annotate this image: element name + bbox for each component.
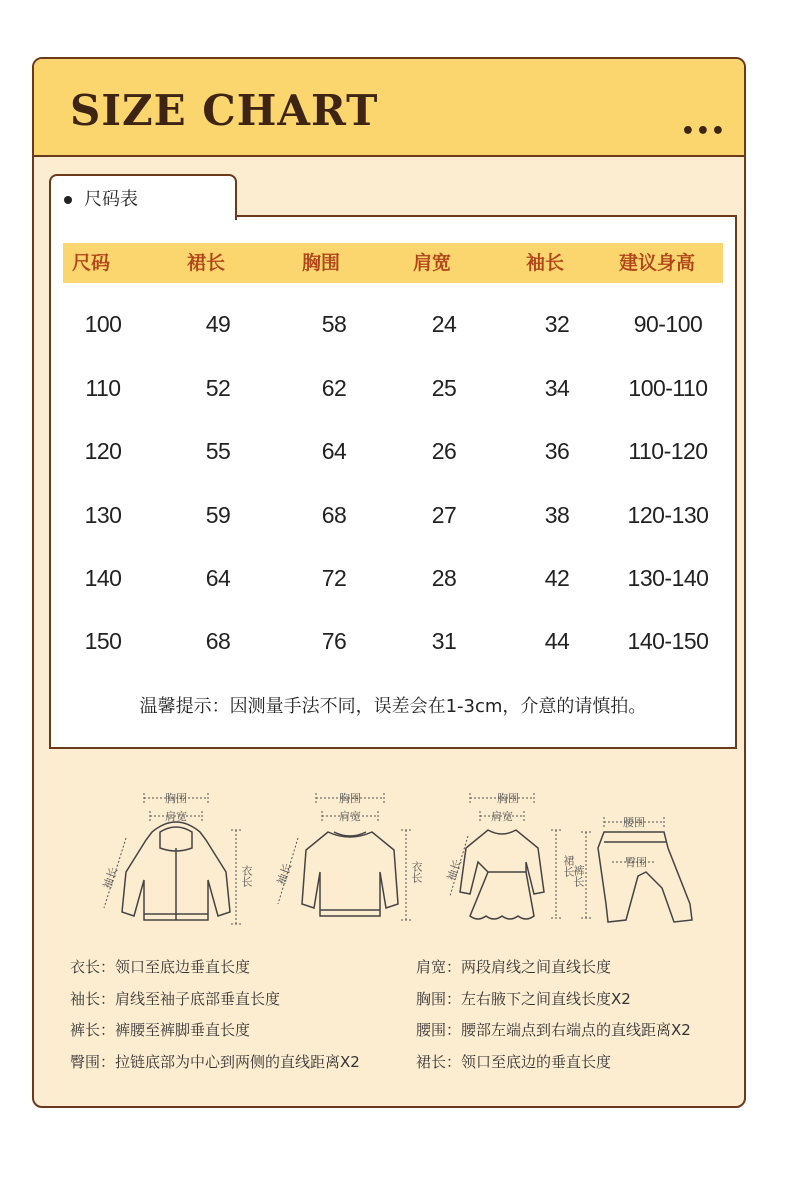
table-cell: 100 — [84, 311, 122, 337]
column-header: 建议身高 — [618, 252, 696, 274]
pants-diagram — [572, 792, 712, 932]
size-chart-card — [32, 57, 746, 1108]
shoulder-label: 肩宽 — [165, 811, 187, 823]
table-cell: 38 — [544, 502, 570, 528]
table-row — [51, 304, 735, 344]
table-header — [63, 243, 723, 283]
table-cell: 36 — [544, 438, 570, 464]
sleeve-label: 袖长 — [445, 857, 465, 883]
table-row — [51, 495, 735, 535]
table-cell: 150 — [84, 628, 122, 654]
table-row — [51, 431, 735, 471]
chest-label: 胸围 — [497, 793, 519, 805]
tab-joint — [51, 213, 235, 219]
hip-label: 臀围 — [625, 857, 647, 869]
length-label: 衣长 — [410, 861, 422, 883]
column-header: 袖长 — [525, 252, 565, 274]
table-cell: 130-140 — [627, 565, 709, 591]
more-dots-icon: ••• — [680, 119, 726, 144]
definition-item: 裙长：领口至底边的垂直长度 — [416, 1053, 612, 1071]
definition-item: 胸围：左右腋下之间直线长度X2 — [416, 990, 631, 1008]
chest-label: 胸围 — [339, 793, 361, 805]
column-header: 裙长 — [186, 252, 226, 274]
table-cell: 68 — [321, 502, 347, 528]
measurement-note: 温馨提示：因测量手法不同，误差会在1-3cm，介意的请慎拍。 — [139, 696, 647, 717]
table-cell: 130 — [84, 502, 122, 528]
table-cell: 59 — [205, 502, 231, 528]
shoulder-label: 肩宽 — [339, 811, 361, 823]
sleeve-label: 袖长 — [101, 865, 121, 891]
sleeve-label: 袖长 — [275, 861, 295, 887]
table-cell: 58 — [321, 311, 347, 337]
sweater-diagram — [270, 792, 430, 932]
header-banner — [34, 59, 744, 157]
bullet-icon — [64, 196, 72, 204]
table-cell: 140 — [84, 565, 122, 591]
definition-item: 袖长：肩线至袖子底部垂直长度 — [70, 990, 281, 1008]
table-cell: 64 — [321, 438, 347, 464]
definition-item: 臀围：拉链底部为中心到两侧的直线距离X2 — [70, 1053, 360, 1071]
table-cell: 52 — [205, 375, 231, 401]
table-cell: 72 — [321, 565, 347, 591]
length-label: 衣长 — [240, 865, 252, 887]
table-cell: 31 — [431, 628, 457, 654]
page-title: SIZE CHART — [70, 86, 379, 135]
column-header: 肩宽 — [412, 252, 452, 274]
table-cell: 34 — [544, 375, 570, 401]
dress-diagram — [440, 792, 590, 932]
chest-label: 胸围 — [165, 793, 187, 805]
length-label: 裙长 — [562, 855, 574, 877]
table-row — [51, 621, 735, 661]
tab-label: 尺码表 — [84, 189, 138, 210]
table-cell: 44 — [544, 628, 570, 654]
table-cell: 49 — [205, 311, 231, 337]
table-cell: 24 — [431, 311, 457, 337]
table-cell: 110 — [85, 375, 121, 401]
table-cell: 68 — [205, 628, 231, 654]
table-cell: 76 — [321, 628, 347, 654]
table-cell: 55 — [205, 438, 231, 464]
definition-item: 肩宽：两段肩线之间直线长度 — [416, 958, 612, 976]
length-label: 裤长 — [572, 865, 584, 887]
table-cell: 32 — [544, 311, 570, 337]
jacket-diagram — [96, 792, 256, 932]
definition-item: 裤长：裤腰至裤脚垂直长度 — [70, 1021, 251, 1039]
shoulder-label: 肩宽 — [491, 811, 513, 823]
table-cell: 62 — [321, 375, 347, 401]
table-cell: 140-150 — [627, 628, 709, 654]
table-row — [51, 368, 735, 408]
size-table-panel — [49, 215, 737, 749]
column-header: 尺码 — [71, 252, 111, 274]
table-cell: 120 — [84, 438, 122, 464]
table-cell: 42 — [544, 565, 570, 591]
table-cell: 26 — [431, 438, 457, 464]
waist-label: 腰围 — [623, 817, 645, 829]
table-cell: 110-120 — [628, 438, 708, 464]
table-cell: 25 — [431, 375, 457, 401]
table-cell: 100-110 — [628, 375, 708, 401]
table-row — [51, 558, 735, 598]
table-cell: 27 — [431, 502, 457, 528]
table-cell: 64 — [205, 565, 231, 591]
table-cell: 90-100 — [633, 311, 703, 337]
table-cell: 28 — [431, 565, 457, 591]
definition-item: 衣长：领口至底边垂直长度 — [70, 958, 251, 976]
definition-item: 腰围：腰部左端点到右端点的直线距离X2 — [416, 1021, 691, 1039]
table-cell: 120-130 — [627, 502, 709, 528]
column-header: 胸围 — [301, 252, 341, 274]
